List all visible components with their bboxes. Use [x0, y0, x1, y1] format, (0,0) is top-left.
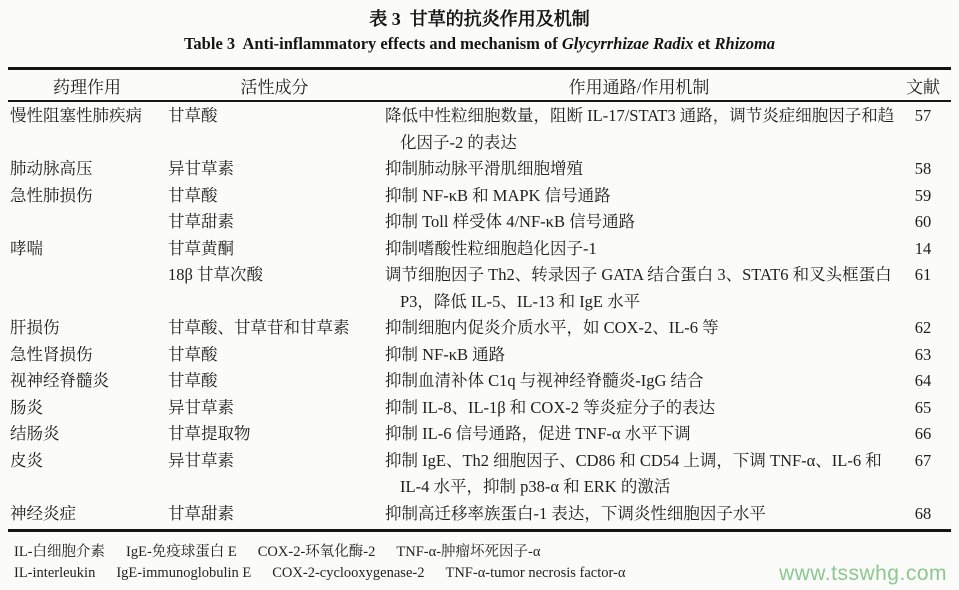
table-row: [8, 501, 951, 528]
component-cell: 甘草提取物: [168, 424, 251, 443]
mechanism-cell: 抑制 Toll 样受体 4/NF-κB 信号通路: [385, 212, 636, 231]
table-row: [8, 236, 951, 263]
footnote-term: IgE-immunoglobulin E: [116, 565, 252, 581]
title-en-prefix: Table 3 Anti-inflammatory effects and mechanism of: [183, 34, 562, 53]
effect-cell: 慢性阻塞性肺疾病: [10, 106, 142, 125]
component-cell: 甘草酸: [168, 185, 218, 205]
mechanism-cell: 抑制 NF-κB 通路: [385, 344, 506, 364]
mechanism-cell: 抑制 NF-κB 和 MAPK 信号通路: [385, 185, 611, 205]
effect-cell: 皮炎: [10, 450, 43, 470]
effect-cell: 视神经脊髓炎: [10, 371, 109, 390]
table-title-cn: 表 3 甘草的抗炎作用及机制: [369, 9, 590, 29]
component-cell: 甘草甜素: [168, 212, 234, 231]
effect-cell: [8, 209, 166, 236]
effect-cell: 肝损伤: [10, 318, 60, 337]
column-header-reference: 文献: [906, 77, 940, 97]
reference-cell: 14: [914, 238, 932, 258]
table-header-row: [8, 70, 951, 102]
mechanism-cell: 降低中性粒细胞数量，阻断 IL-17/STAT3 通路，调节炎症细胞因子和趋化因子-2 的表达: [385, 106, 895, 152]
data-table: [8, 67, 951, 532]
footnote-term: IL-interleukin: [14, 565, 96, 581]
table-row: [8, 342, 951, 369]
footnote-term: IgE-免疫球蛋白 E: [126, 544, 237, 560]
table-row: [8, 421, 951, 448]
reference-cell: 68: [914, 503, 932, 523]
table-row: [8, 368, 951, 395]
reference-cell: 67: [914, 450, 932, 470]
table-row: [8, 183, 951, 210]
column-header-mechanism: 作用通路/作用机制: [568, 77, 710, 97]
reference-cell: 57: [914, 106, 932, 125]
reference-cell: 59: [914, 185, 932, 205]
component-cell: 异甘草素: [168, 450, 234, 470]
reference-cell: 63: [914, 344, 932, 364]
reference-cell: 61: [914, 265, 932, 284]
component-cell: 甘草酸: [168, 106, 218, 125]
effect-cell: 急性肺损伤: [10, 185, 93, 205]
effect-cell: 肠炎: [10, 397, 43, 417]
title-en-et: et: [693, 34, 715, 53]
mechanism-cell: 抑制细胞内促炎介质水平，如 COX-2、IL-6 等: [385, 318, 719, 337]
reference-cell: 60: [914, 212, 932, 231]
component-cell: 异甘草素: [168, 397, 234, 417]
table-row: [8, 315, 951, 342]
mechanism-cell: 抑制 IgE、Th2 细胞因子、CD86 和 CD54 上调，下调 TNF-α、IL-6 和 IL-4 水平，抑制 p38-α 和 ERK 的激活: [385, 450, 882, 496]
footnote-term: TNF-α-肿瘤坏死因子-α: [396, 544, 541, 560]
component-cell: 甘草甜素: [168, 503, 234, 523]
table-body: [8, 102, 951, 532]
table-row: [8, 448, 951, 501]
effect-cell: 神经炎症: [10, 503, 76, 523]
component-cell: 甘草酸: [168, 371, 218, 390]
reference-cell: 66: [914, 424, 932, 443]
reference-cell: 64: [914, 371, 932, 390]
mechanism-cell: 抑制嗜酸性粒细胞趋化因子-1: [385, 238, 597, 258]
effect-cell: [8, 262, 166, 315]
table-row: [8, 262, 951, 315]
component-cell: 甘草酸、甘草苷和甘草素: [168, 318, 350, 337]
table-row: [8, 103, 951, 156]
component-cell: 甘草酸: [168, 344, 218, 364]
mechanism-cell: 抑制肺动脉平滑肌细胞增殖: [385, 159, 583, 178]
footnote-term: IL-白细胞介素: [14, 544, 106, 560]
effect-cell: 结肠炎: [10, 424, 60, 443]
footnote-term: TNF-α-tumor necrosis factor-α: [445, 565, 626, 581]
effect-cell: 肺动脉高压: [10, 159, 93, 178]
title-en-latin-name-1: Glycyrrhizae Radix: [561, 34, 694, 53]
table-row: [8, 209, 951, 236]
footnote-cn: [14, 540, 561, 561]
reference-cell: 62: [914, 318, 932, 337]
mechanism-cell: 抑制高迁移率族蛋白-1 表达，下调炎性细胞因子水平: [385, 503, 766, 523]
mechanism-cell: 抑制 IL-6 信号通路，促进 TNF-α 水平下调: [385, 424, 691, 443]
mechanism-cell: 调节细胞因子 Th2、转录因子 GATA 结合蛋白 3、STAT6 和叉头框蛋白 P3，降低 IL-5、IL-13 和 IgE 水平: [385, 265, 892, 311]
title-en-latin-name-2: Rhizoma: [714, 34, 776, 53]
mechanism-cell: 抑制 IL-8、IL-1β 和 COX-2 等炎症分子的表达: [385, 397, 716, 417]
footnote-term: COX-2-cyclooxygenase-2: [272, 565, 425, 581]
effect-cell: 哮喘: [10, 238, 43, 258]
table-row: [8, 156, 951, 183]
column-header-effect: 药理作用: [53, 77, 121, 97]
component-cell: 18β 甘草次酸: [168, 265, 264, 284]
footnote-term: COX-2-环氧化酶-2: [257, 544, 376, 560]
column-header-component: 活性成分: [240, 77, 309, 97]
effect-cell: 急性肾损伤: [10, 344, 93, 364]
footnote-en: [14, 565, 646, 582]
component-cell: 甘草黄酮: [168, 238, 234, 258]
table-title-en: [0, 34, 959, 54]
watermark: www.tsswhg.com: [778, 562, 947, 585]
reference-cell: 65: [914, 397, 932, 417]
mechanism-cell: 抑制血清补体 C1q 与视神经脊髓炎-IgG 结合: [385, 371, 704, 390]
table-row: [8, 395, 951, 422]
component-cell: 异甘草素: [168, 159, 234, 178]
reference-cell: 58: [914, 159, 932, 178]
